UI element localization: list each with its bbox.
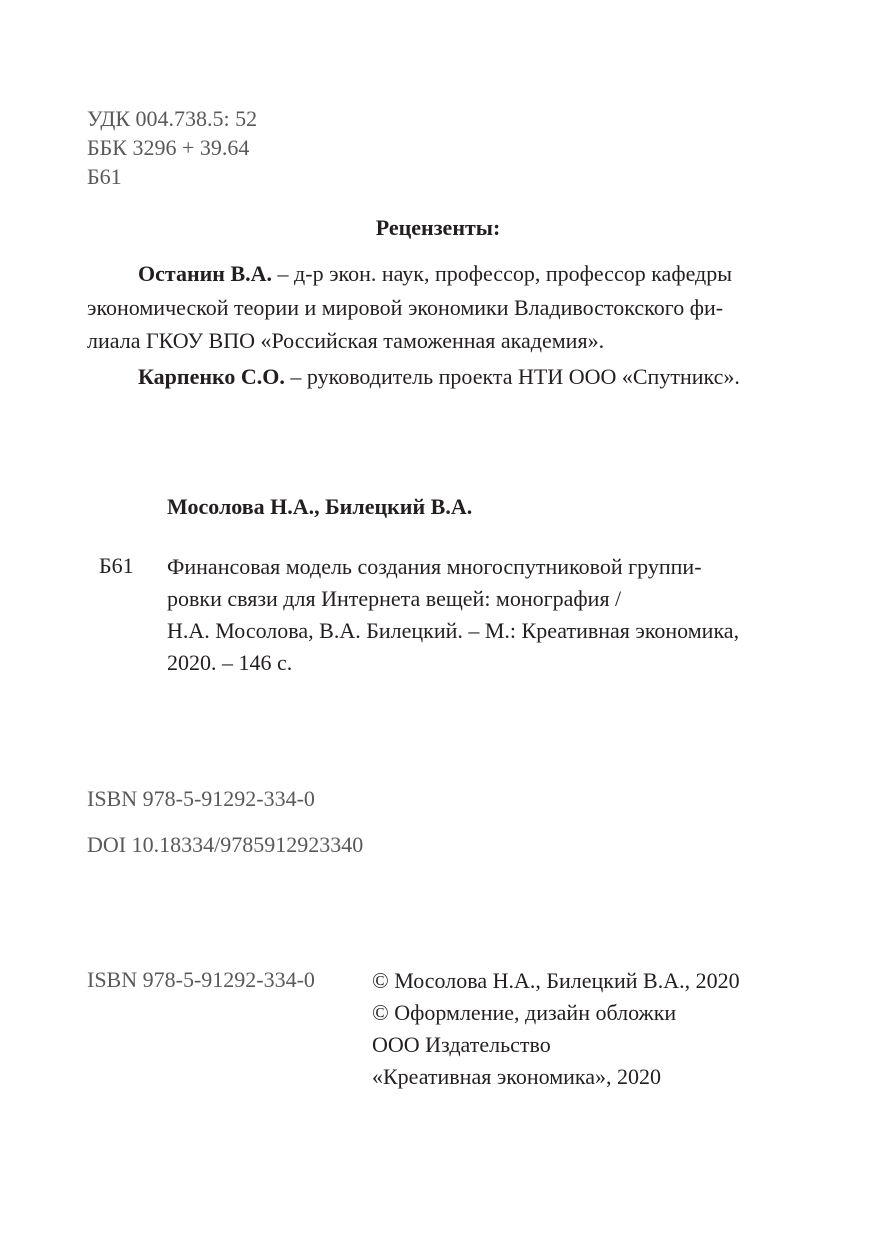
reviewer-name: Останин В.А. [138,261,273,286]
reviewer-description-line: лиала ГКОУ ВПО «Российская таможенная академия». [87,328,605,353]
book-authors: Мосолова Н.А., Билецкий В.А. [167,494,473,519]
author-mark: Б61 [87,164,122,189]
annotation-line: Финансовая модель создания многоспутниковой группи- [167,554,702,579]
book-annotation [167,551,739,679]
reviewers-heading: Рецензенты: [375,215,501,240]
classification-block [87,104,257,191]
copyright-block [372,965,740,1093]
book-mark: Б61 [99,553,134,578]
reviewer-description-line: – д-р экон. наук, профессор, профессор кафедры [272,261,733,286]
annotation-line: ровки связи для Интернета вещей: монография / [167,586,622,611]
reviewer-description-line: экономической теории и мировой экономики Владивостокского фи- [87,294,724,320]
copyright-line: «Креативная экономика», 2020 [372,1064,662,1089]
isbn: ISBN 978-5-91292-334-0 [87,786,315,811]
reviewer-name: Карпенко С.О. [138,364,285,389]
doi: DOI 10.18334/9785912923340 [87,832,364,857]
reviewer-description: – руководитель проекта НТИ ООО «Спутникс». [284,364,740,389]
reviewer-entry [138,362,740,391]
copyright-line: © Оформление, дизайн обложки [372,1000,677,1025]
annotation-line: Н.А. Мосолова, В.А. Билецкий. – М.: Креативная экономика, [167,618,740,643]
reviewer-entry [87,257,787,358]
bbk-code: ББК 3296 + 39.64 [87,135,250,160]
copyright-line: © Мосолова Н.А., Билецкий В.А., 2020 [372,968,740,993]
copyright-line: ООО Издательство [372,1032,551,1057]
udk-code: УДК 004.738.5: 52 [87,106,258,131]
annotation-line: 2020. – 146 с. [167,650,293,675]
copyright-isbn: ISBN 978-5-91292-334-0 [87,967,315,992]
